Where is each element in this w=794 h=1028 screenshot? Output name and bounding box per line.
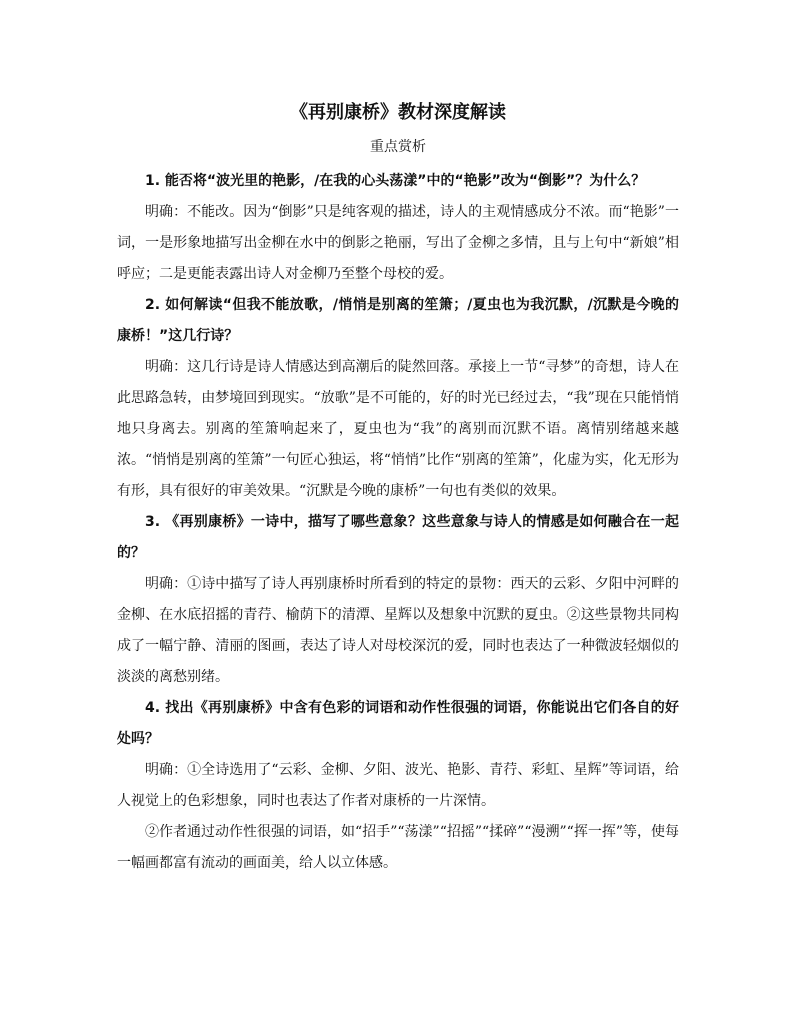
question-1: 1. 能否将“波光里的艳影，/在我的心头荡漾”中的“艳影”改为“倒影”？为什么？ (145, 173, 646, 189)
section-heading: 重点赏析 (370, 139, 426, 155)
answer-1: 明确：不能改。因为“倒影”只是纯客观的描述，诗人的主观情感成分不浓。而“艳影”一词，一是形象地描写出金柳在水中的倒影之艳丽，写出了金柳之多情，且与上句中“新娘”相呼应；二是更能表露出诗人对金柳乃至整个母校的爱。 (117, 204, 679, 282)
answer-4-part-1: 明确：①全诗选用了“云彩、金柳、夕阳、波光、艳影、青荇、彩虹、星辉”等词语，给人视觉上的色彩想象，同时也表达了作者对康桥的一片深情。 (117, 762, 679, 809)
answer-3: 明确：①诗中描写了诗人再别康桥时所看到的特定的景物：西天的云彩、夕阳中河畔的金柳、在水底招摇的青荇、榆荫下的清潭、星辉以及想象中沉默的夏虫。②这些景物共同构成了一幅宁静、清丽的图画，表达了诗人对母校深沉的爱，同时也表达了一种微波轻烟似的淡淡的离愁别绪。 (117, 576, 679, 685)
qa-item-1 (117, 166, 679, 290)
answer-2: 明确：这几行诗是诗人情感达到高潮后的陡然回落。承接上一节“寻梦”的奇想，诗人在此思路急转，由梦境回到现实。“放歌”是不可能的，好的时光已经过去，“我”现在只能悄悄地只身离去。别离的笙箫响起来了，夏虫也为“我”的离别而沉默不语。离情别绪越来越浓。“悄悄是别离的笙箫”一句匠心独运，将“悄悄”比作“别离的笙箫”，化虚为实，化无形为有形，具有很好的审美效果。“沉默是今晚的康桥”一句也有类似的效果。 (117, 359, 679, 499)
qa-item-2 (117, 290, 679, 507)
question-4: 4. 找出《再别康桥》中含有色彩的词语和动作性很强的词语，你能说出它们各自的好处吗？ (117, 700, 679, 747)
question-3: 3. 《再别康桥》一诗中，描写了哪些意象？这些意象与诗人的情感是如何融合在一起的？ (117, 514, 679, 561)
question-2: 2. 如何解读“但我不能放歌，/悄悄是别离的笙箫；/夏虫也为我沉默，/沉默是今晚的康桥！”这几行诗？ (117, 297, 679, 344)
qa-item-4 (117, 693, 679, 879)
document-title: 《再别康桥》教材深度解读 (290, 102, 506, 123)
qa-item-3 (117, 507, 679, 693)
answer-4-part-2: ②作者通过动作性很强的词语，如“招手”“荡漾”“招摇”“揉碎”“漫溯”“挥一挥”等，使每一幅画都富有流动的画面美，给人以立体感。 (117, 824, 679, 871)
document-page (117, 96, 679, 879)
